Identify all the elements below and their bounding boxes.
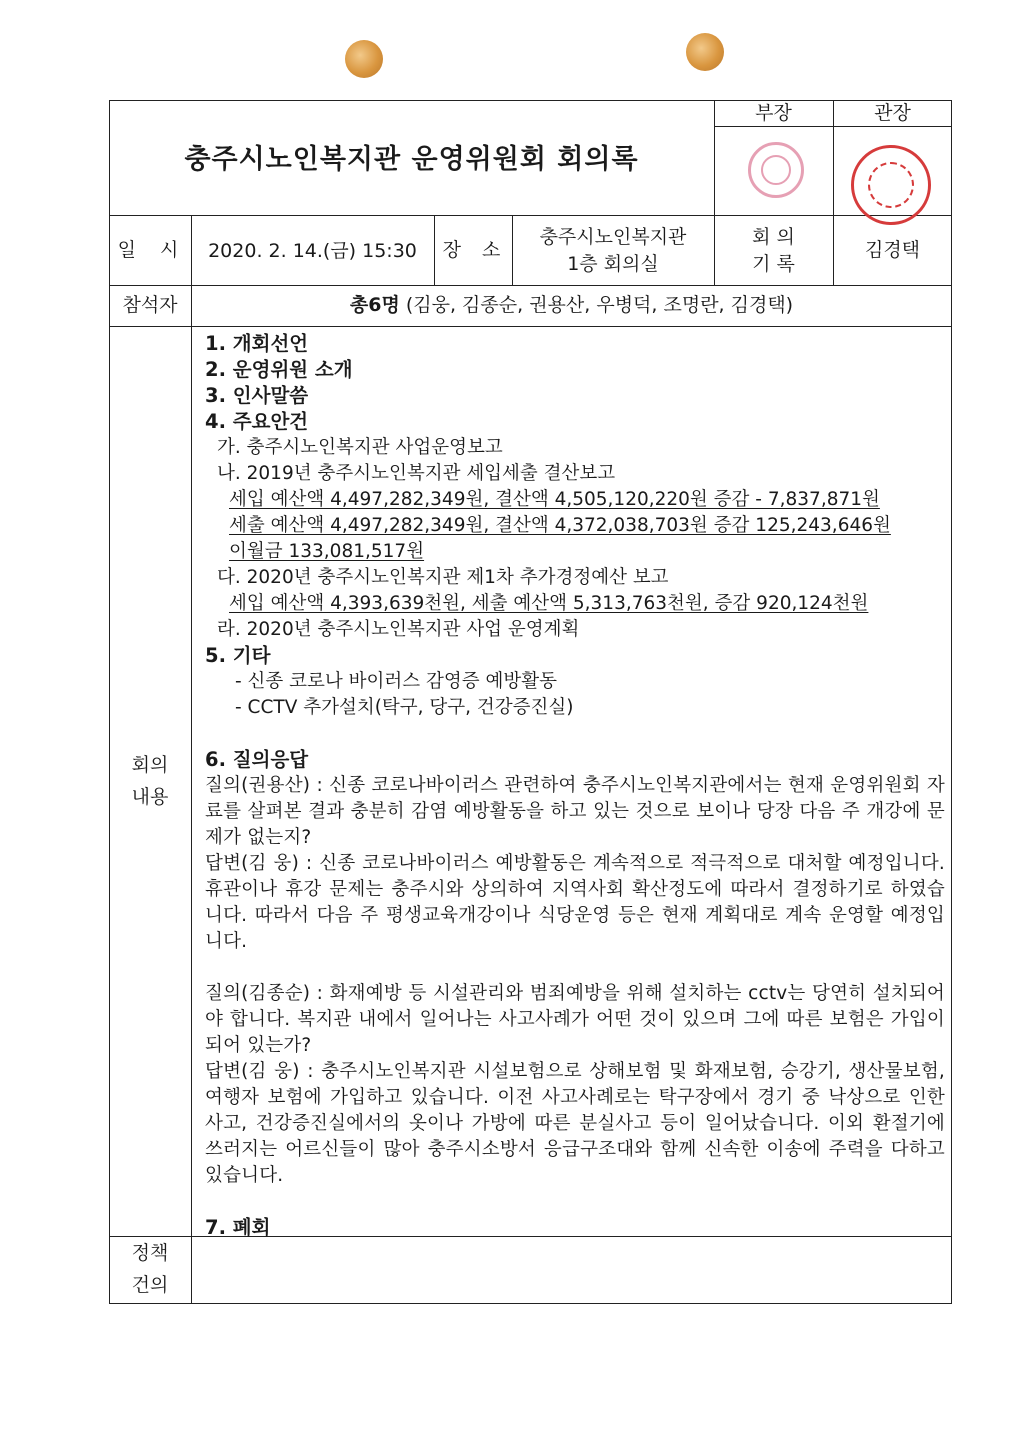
answer-paragraph: 답변(김 웅) : 충주시노인복지관 시설보험으로 상해보험 및 화재보험, 승강기, 생산물보험, 여행자 보험에 가입하고 있습니다. 이전 사고사례로는 탁구장에서 경기 중 낙상으로 인한 사고, 건강증진실에서의 옷이나 가방에 따른 분실사고 등이 일어났습니다. 이외 환절기에 쓰러지는 어르신들이 많아 충주시소방서 응급구조대와 함께 신속한 이송에 주력을 다하고 있습니다. <box>205 1061 945 1186</box>
agenda-item-main: 4. 주요안건 <box>205 410 309 433</box>
recorder-label-line1: 회 의 <box>752 226 795 248</box>
manager-seal-stamp <box>851 145 931 225</box>
attendees-value <box>191 294 952 316</box>
spacer <box>205 1189 945 1215</box>
agenda-item-intro: 2. 운영위원 소개 <box>205 358 353 381</box>
answer-paragraph: 답변(김 웅) : 신종 코로나바이러스 예방활동은 계속적으로 적극적으로 대처할 예정입니다. 휴관이나 휴강 문제는 충주시와 상의하여 지역사회 확산정도에 따라서 결정하기로 하였습니다. 따라서 다음 주 평생교육개강이나 식당운영 등은 현재 계획대로 계속 운영할 예정입니다. <box>205 853 945 952</box>
question-paragraph: 질의(권용산) : 신종 코로나바이러스 관련하여 충주시노인복지관에서는 현재 운영위원회 자료를 살펴본 결과 충분히 감염 예방활동을 하고 있는 것으로 보이나 당장 다음 주 개강에 문제가 없는지? <box>205 775 945 848</box>
recorder-label-line2: 기 록 <box>752 253 795 275</box>
agenda-item-closing: 7. 폐회 <box>205 1216 271 1239</box>
approval-label-director: 부장 <box>755 102 792 124</box>
date-label: 일 시 <box>117 239 183 261</box>
agenda-item-greeting: 3. 인사말씀 <box>205 384 309 407</box>
director-seal-stamp <box>748 142 804 198</box>
place-value-line2: 1층 회의실 <box>567 253 659 275</box>
budget-line: 세출 예산액 4,497,282,349원, 결산액 4,372,038,703원 증감 125,243,646원 <box>229 515 891 536</box>
other-subitem: - CCTV 추가설치(탁구, 당구, 건강증진실) <box>235 697 574 718</box>
agenda-item-other: 5. 기타 <box>205 644 271 667</box>
approval-label-manager: 관장 <box>874 102 911 124</box>
meeting-content <box>205 331 945 1241</box>
spacer <box>205 721 945 747</box>
budget-line: 세입 예산액 4,497,282,349원, 결산액 4,505,120,220원 증감 - 7,837,871원 <box>229 489 880 510</box>
content-label-line1: 회의 <box>131 754 169 776</box>
spacer <box>205 955 945 981</box>
col-divider <box>191 215 192 1304</box>
content-label-line2: 내용 <box>131 786 169 808</box>
agenda-subitem: 나. 2019년 충주시노인복지관 세입세출 결산보고 <box>217 463 616 484</box>
agenda-item-qa: 6. 질의응답 <box>205 748 309 771</box>
document-title: 충주시노인복지관 운영위원회 회의록 <box>184 144 639 175</box>
date-value: 2020. 2. 14.(금) 15:30 <box>208 240 417 262</box>
other-subitem: - 신종 코로나 바이러스 감영증 예방활동 <box>235 671 558 692</box>
row-divider <box>109 326 952 327</box>
recorder-value: 김경택 <box>864 239 921 261</box>
place-label: 장 소 <box>442 239 504 261</box>
attendees-label: 참석자 <box>122 294 178 316</box>
agenda-subitem: 가. 충주시노인복지관 사업운영보고 <box>217 437 503 458</box>
agenda-item-opening: 1. 개회선언 <box>205 332 309 355</box>
place-value-line1: 충주시노인복지관 <box>539 226 687 248</box>
agenda-subitem: 라. 2020년 충주시노인복지관 사업 운영계획 <box>217 619 580 640</box>
row-divider <box>109 215 952 216</box>
punch-hole <box>345 40 383 78</box>
agenda-subitem: 다. 2020년 충주시노인복지관 제1차 추가경정예산 보고 <box>217 567 669 588</box>
policy-label-line2: 건의 <box>131 1274 169 1296</box>
budget-line: 이월금 133,081,517원 <box>229 541 425 562</box>
attendees-names: (김웅, 김종순, 권용산, 우병덕, 조명란, 김경택) <box>405 294 794 316</box>
row-divider <box>109 285 952 286</box>
question-paragraph: 질의(김종순) : 화재예방 등 시설관리와 범죄예방을 위해 설치하는 cctv는 당연히 설치되어야 합니다. 복지관 내에서 일어나는 사고사례가 어떤 것이 있으며 그에 따른 보험은 가입이되어 있는가? <box>205 983 945 1056</box>
budget-line: 세입 예산액 4,393,639천원, 세출 예산액 5,313,763천원, 증감 920,124천원 <box>229 593 869 614</box>
policy-label-line1: 정책 <box>131 1242 169 1264</box>
punch-hole <box>686 33 724 71</box>
attendees-count: 총6명 <box>349 294 400 316</box>
